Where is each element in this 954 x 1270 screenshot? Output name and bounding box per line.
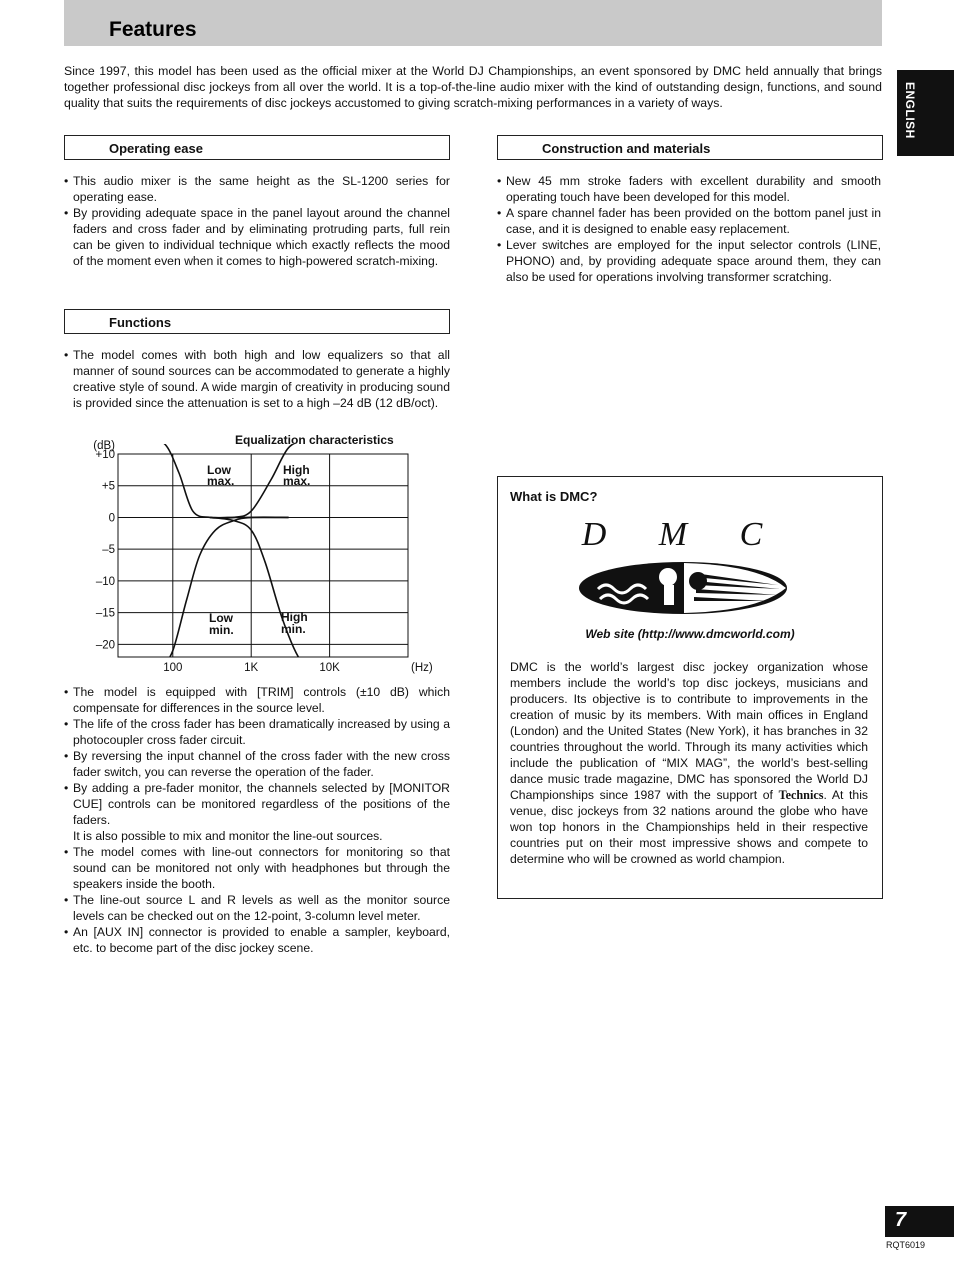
curve-label: High [281, 610, 308, 624]
page-number: 7 [895, 1209, 907, 1231]
curve-label: min. [209, 623, 234, 637]
dmc-description [510, 659, 868, 867]
list-item: • The model comes with line-out connectors for monitoring so that sound can be monitored not only with headphones but through the speakers inside the booth. [64, 844, 450, 892]
y-tick-label: –20 [95, 639, 115, 652]
list-item: • By reversing the input channel of the cross fader with the new cross fader switch, you can reverse the operation of the fader. [64, 748, 450, 780]
curve-label: High [283, 463, 310, 477]
functions-list [64, 684, 450, 956]
dmc-text-part: . At this venue, disc jockeys from 32 nations around the globe who have won top honors in the Championships held in their respective countries put on their most impressive shows and compete to determine who will be crowned as world champion. [510, 788, 868, 866]
functions-heading [64, 309, 450, 334]
construction-title: Construction and materials [542, 141, 711, 156]
x-axis-label: (Hz) [411, 662, 433, 674]
language-tab [897, 70, 954, 156]
y-tick-label: +10 [95, 449, 115, 461]
operating-ease-list [64, 173, 450, 269]
equalization-chart-svg [80, 426, 440, 676]
page-number-tab [885, 1206, 954, 1237]
chart-title: Equalization characteristics [235, 433, 394, 447]
curve-label: max. [283, 474, 311, 488]
header-bar [64, 0, 882, 46]
operating-ease-heading [64, 135, 450, 160]
construction-heading [497, 135, 883, 160]
intro-paragraph: Since 1997, this model has been used as the official mixer at the World DJ Championships, an event sponsored by DMC held annually that brings together professional disc jockeys from all over the world. It is a top-of-the-line audio mixer with the kind of outstanding design, functions, and sound quality that suits the requirements of disc jockeys accustomed to giving scratch-mixing performances in a variety of ways. [64, 64, 882, 110]
language-label: ENGLISH [903, 82, 917, 139]
curve-label: max. [207, 474, 235, 488]
dmc-title: What is DMC? [510, 489, 598, 504]
list-item: • This audio mixer is the same height as the SL-1200 series for operating ease. [64, 173, 450, 205]
curve-label: min. [281, 622, 306, 636]
dmc-website: Web site (http://www.dmcworld.com) [585, 627, 795, 641]
dmc-text-part: DMC is the world’s largest disc jockey organization whose members include the world’s top disc jockeys, musicians and producers. Its objective is to contribute to improvements in the creation of music by its members. With main offices in England (London) and the United States (New York), it has branches in 32 countries throughout the world. Through its many activities which include the publication of “MIX MAG”, the world’s best-selling dance music trade magazine, DMC has sponsored the World DJ Championships since 1987 with the support of [510, 660, 868, 802]
list-item: • The life of the cross fader has been dramatically increased by using a photocoupler cross fader circuit. [64, 716, 450, 748]
y-tick-label: –10 [95, 575, 115, 588]
list-item: • An [AUX IN] connector is provided to enable a sampler, keyboard, etc. to become part of the disc jockey scene. [64, 924, 450, 956]
x-tick-label: 100 [163, 662, 183, 674]
list-item: It is also possible to mix and monitor the line-out sources. [73, 829, 383, 843]
curve-label: Low [209, 611, 233, 625]
document-code: RQT6019 [886, 1240, 926, 1250]
dmc-logo-letters: D M C [581, 516, 785, 553]
dmc-info-box [497, 476, 883, 899]
functions-intro-list [64, 347, 450, 411]
operating-ease-title: Operating ease [109, 141, 203, 156]
y-axis-label: (dB) [93, 440, 115, 452]
equalization-chart [80, 426, 440, 676]
page-title: Features [109, 18, 197, 41]
y-tick-label: +5 [101, 480, 115, 493]
list-item: • Lever switches are employed for the input selector controls (LINE, PHONO) and, by providing adequate space around them, they can also be used for operations involving transformer scratching. [497, 237, 881, 285]
x-tick-label: 1K [244, 662, 259, 674]
dj-figures-icon [579, 562, 787, 614]
dmc-logo [498, 477, 884, 627]
y-tick-label: –5 [102, 544, 115, 557]
curve-label: Low [207, 463, 231, 477]
list-item: • The line-out source L and R levels as well as the monitor source levels can be checked out on the 12-point, 3-column level meter. [64, 892, 450, 924]
list-item: • By adding a pre-fader monitor, the channels selected by [MONITOR CUE] controls can be monitored regardless of the positions of the faders. [64, 780, 450, 828]
list-item: • The model comes with both high and low equalizers so that all manner of sound sources can be accommodated to generate a highly creative style of sound. A wide margin of creativity in producing sound is provided since the attenuation is set to a high –24 dB (12 dB/oct). [64, 347, 450, 411]
technics-logo-text: Technics [778, 788, 824, 802]
x-tick-label: 10K [319, 662, 340, 674]
y-tick-label: 0 [108, 512, 115, 525]
construction-list [497, 173, 881, 285]
list-item: • By providing adequate space in the panel layout around the channel faders and cross fader and by eliminating protruding parts, full rein can be given to individual technique which exactly reflects the mood of the moment even when it comes to high-powered scratch-mixing. [64, 205, 450, 269]
list-item: • The model is equipped with [TRIM] controls (±10 dB) which compensate for differences in the source level. [64, 684, 450, 716]
series-line [210, 517, 329, 670]
series-line [161, 517, 289, 670]
list-item: • New 45 mm stroke faders with excellent durability and smooth operating touch have been developed for this model. [497, 173, 881, 205]
y-tick-label: –15 [95, 607, 115, 620]
functions-title: Functions [109, 315, 172, 330]
list-item: • A spare channel fader has been provided on the bottom panel just in case, and it is designed to enable easy replacement. [497, 205, 881, 237]
